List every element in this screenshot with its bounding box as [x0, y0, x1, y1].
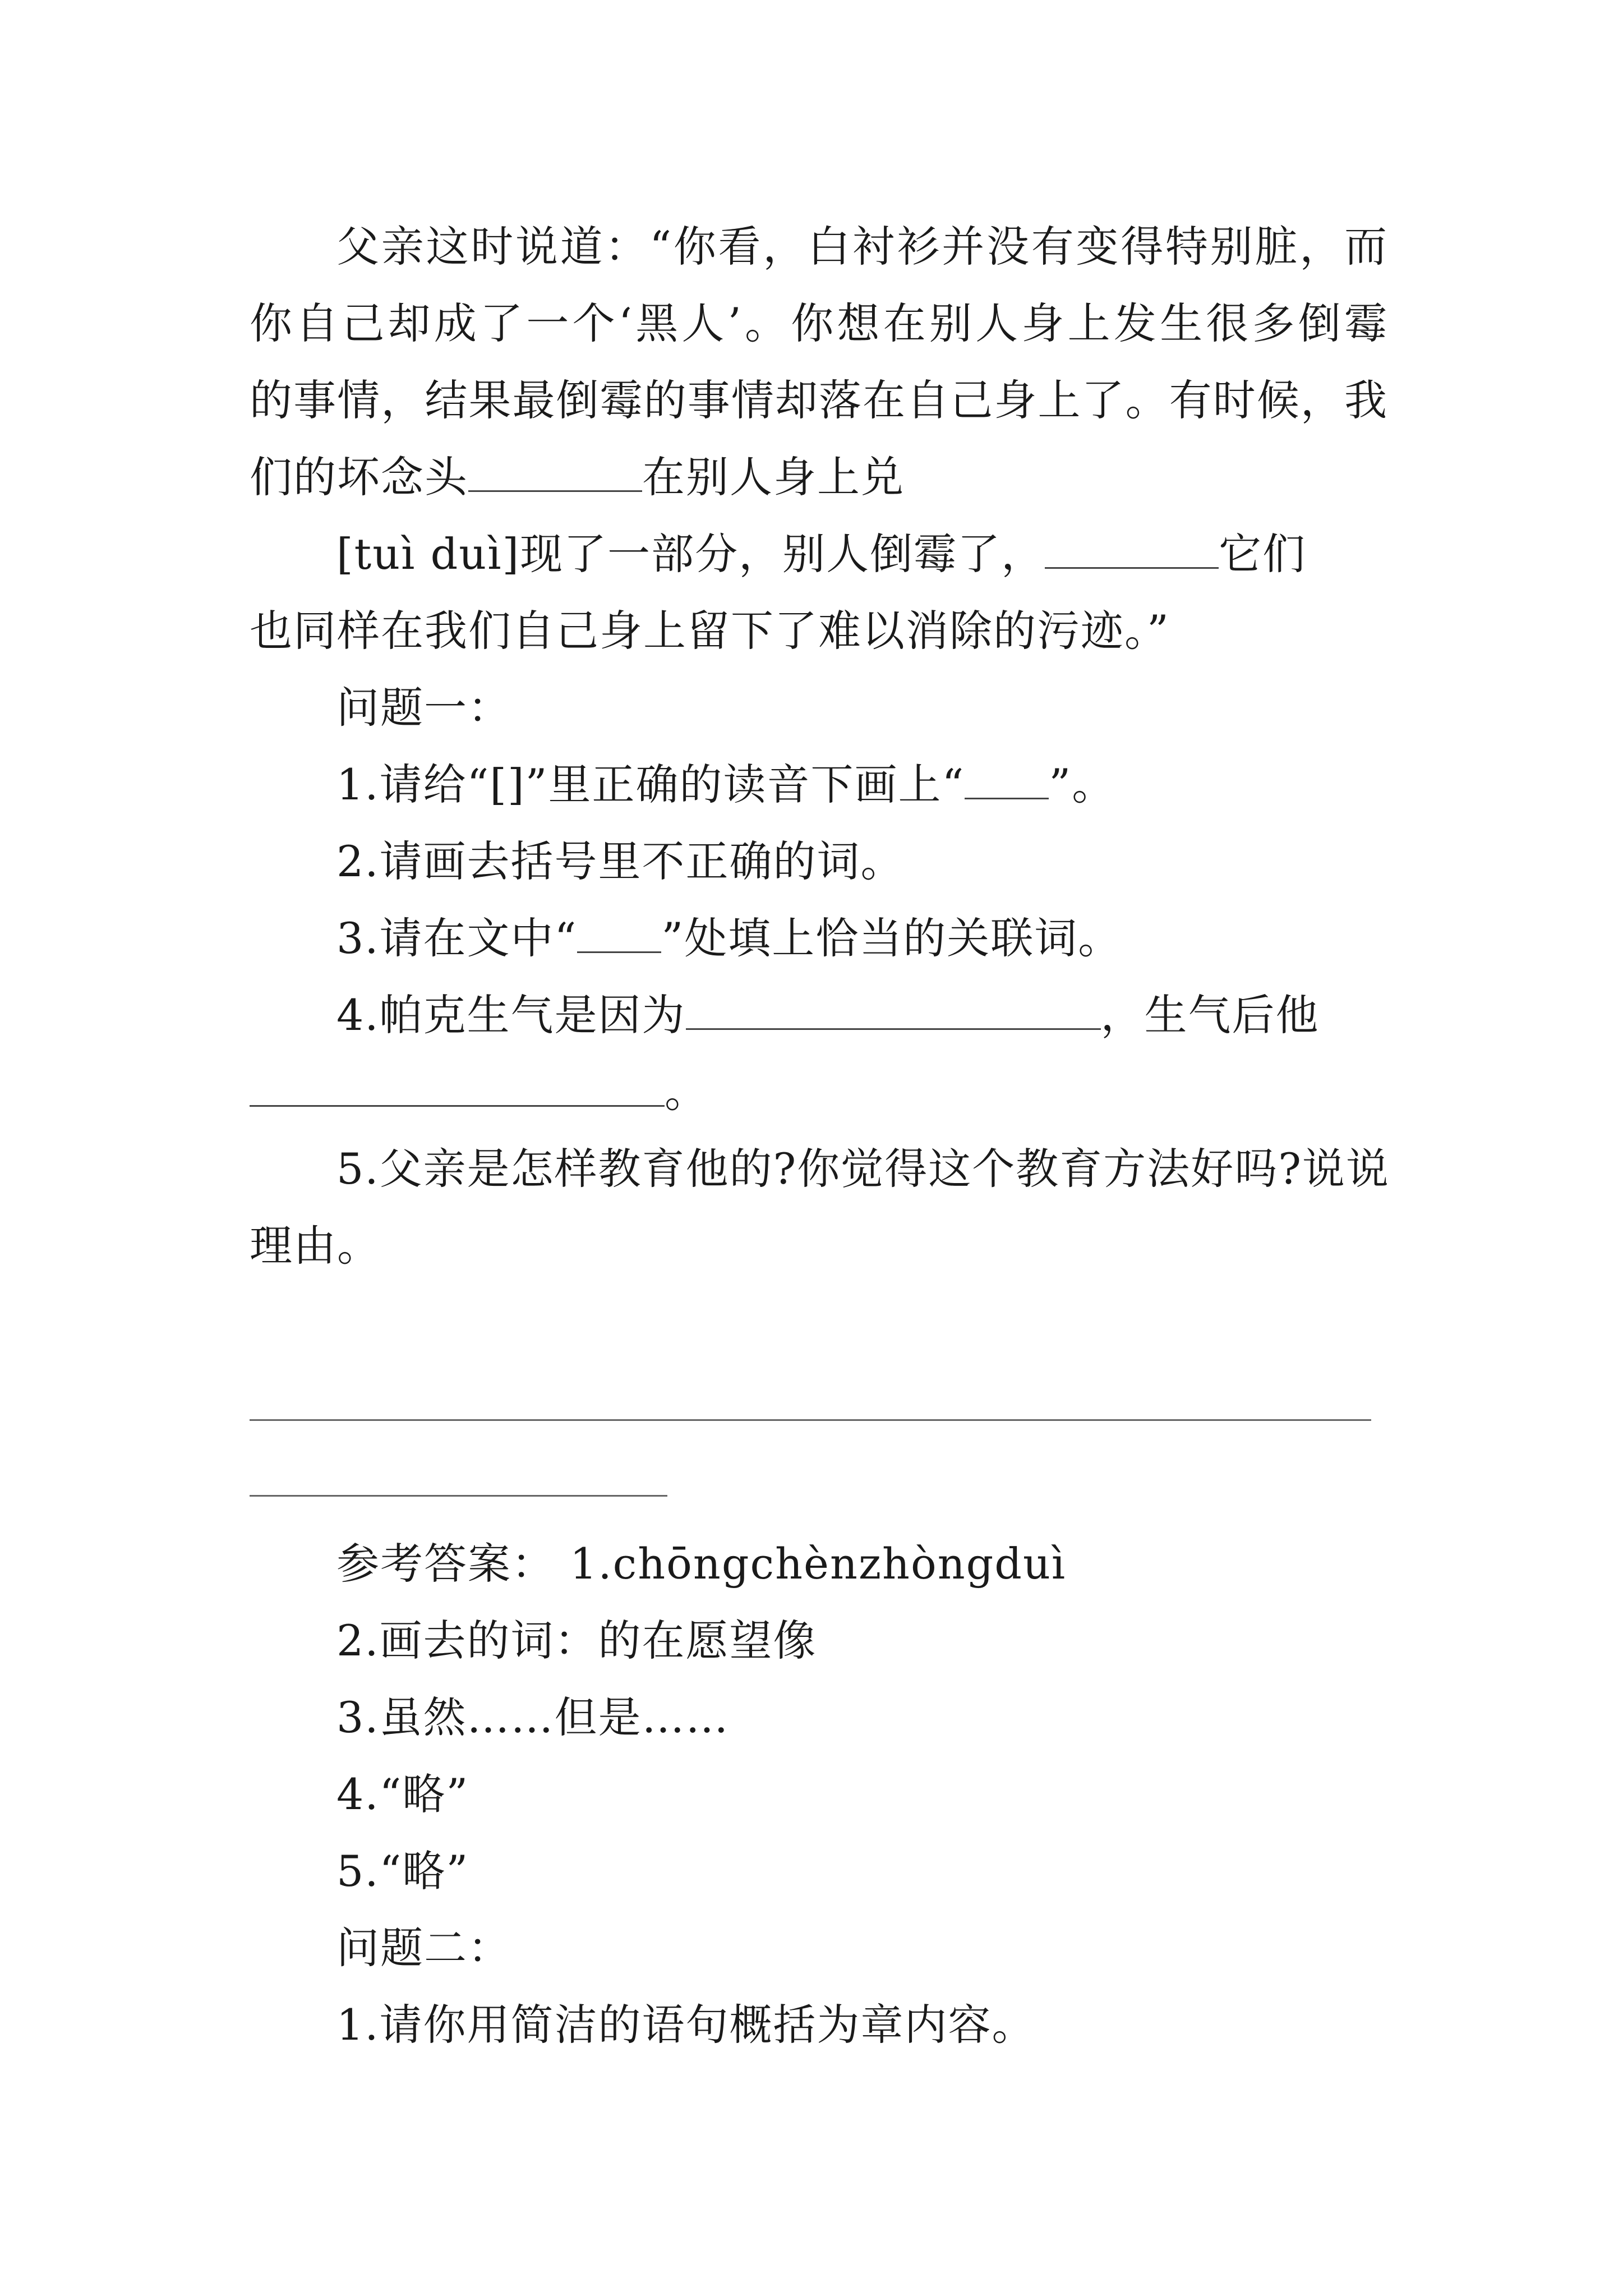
fill-blank[interactable] [468, 451, 642, 492]
question-5-line-2: 理由。 [250, 1221, 381, 1271]
passage-line-4: 们的坏念头 在别人身上兑 [250, 452, 905, 502]
question-1: 1.请给“[]”里正确的读音下画上“ ”。 [336, 760, 1116, 809]
passage-line-6: 也同样在我们自己身上留下了难以消除的污迹。” [250, 606, 1170, 656]
answer-5: 5.“略” [336, 1846, 469, 1896]
question-4: 4.帕克生气是因为 ，生气后他 [336, 990, 1320, 1040]
answer-line-1[interactable] [250, 1419, 1371, 1421]
question-4-continued: 。 [250, 1064, 1388, 1120]
section-heading-1: 问题一： [336, 683, 511, 733]
fill-blank[interactable] [250, 1066, 665, 1107]
passage-line-2: 你自己却成了一个‘黑人’。你想在别人身上发生很多倒霉 [250, 298, 1388, 348]
fill-blank[interactable] [965, 758, 1049, 799]
question-2-1: 1.请你用简洁的语句概括为章内容。 [336, 2000, 1036, 2050]
answer-1: 参考答案： 1.chōngchènzhòngduì [336, 1539, 1067, 1589]
fill-blank[interactable] [577, 912, 661, 953]
question-2: 2.请画去括号里不正确的词。 [336, 836, 905, 886]
answer-2: 2.画去的词：的在愿望像 [336, 1616, 817, 1665]
answer-line-2[interactable] [250, 1495, 667, 1497]
answer-3: 3.虽然……但是…… [336, 1692, 730, 1742]
passage-line-1: 父亲这时说道：“你看，白衬衫并没有变得特别脏，而 [336, 222, 1388, 272]
answer-4: 4.“略” [336, 1769, 469, 1819]
passage-line-5: [tuì duì]现了一部分，别人倒霉了， 它们 [336, 529, 1307, 579]
fill-blank[interactable] [1045, 528, 1219, 569]
passage-line-3: 的事情，结果最倒霉的事情却落在自己身上了。有时候，我 [250, 375, 1388, 425]
fill-blank[interactable] [686, 989, 1101, 1030]
question-3: 3.请在文中“ ”处填上恰当的关联词。 [336, 913, 1122, 963]
question-5-line-1: 5.父亲是怎样教育他的?你觉得这个教育方法好吗?说说 [336, 1144, 1390, 1194]
section-heading-2: 问题二： [336, 1923, 511, 1973]
